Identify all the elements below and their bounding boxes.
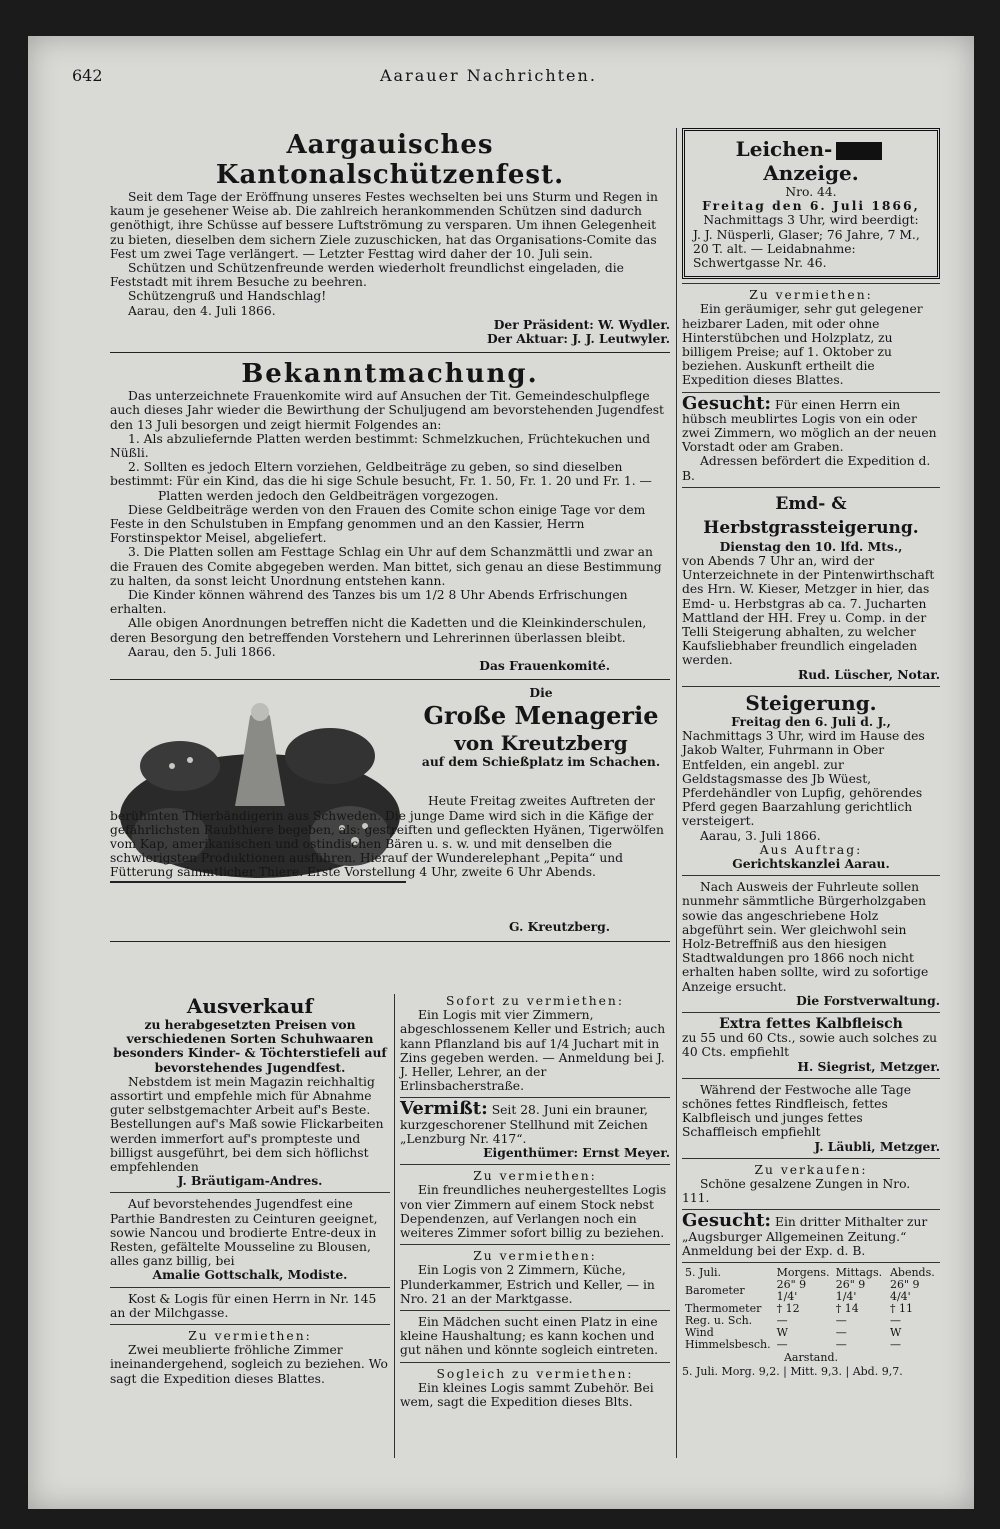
bekanntmachung-item-2: 2. Sollten es jedoch Eltern vorziehen, Geldbeiträge zu geben, so sind dieselben bestimmt: Für ein Kind, das die hi sige Schule besucht, Fr. 1. 50, Fr. 1. 20 und Fr. 1. — — [110, 460, 652, 489]
ausverkauf-signed: J. Bräutigam-Andres. — [177, 1173, 323, 1189]
kalb-signed: H. Siegrist, Metzger. — [797, 1058, 940, 1074]
divider — [682, 1078, 940, 1079]
weather-table — [682, 1267, 940, 1351]
leichen-body: J. J. Nüsperli, Glaser; 76 Jahre, 7 M., 20 T. alt. — Leidabnahme: Schwertgasse Nr. 46. — [693, 227, 920, 271]
kalb-title: Extra fettes Kalbfleisch — [719, 1015, 903, 1032]
schuetzenfest-actuary: Der Aktuar: J. J. Leutwyler. — [487, 331, 670, 347]
zu-vermiethen-mid1-ad — [400, 1169, 670, 1240]
zu-vermiethen-mid1-head: Zu vermiethen: — [473, 1169, 597, 1184]
gesucht-logis-ad — [682, 392, 940, 483]
zungen-ad — [682, 1163, 940, 1206]
leichen-title-a: Leichen- — [735, 137, 833, 161]
ausverkauf-ad — [110, 994, 390, 1188]
ausverkauf-title: Ausverkauf — [186, 994, 314, 1018]
vermisst-ad — [400, 1098, 670, 1161]
menagerie-subtitle: von Kreutzberg — [454, 730, 628, 755]
aarstand-values: 5. Juli. Morg. 9,2. | Mitt. 9,3. | Abd. 9,7. — [682, 1365, 903, 1379]
gottschalk-body: Auf bevorstehendes Jugendfest eine Parthie Bandresten zu Ceinturen geeignet, sowie Nancou und brodierte Entre-deux in Resten, gefältelte Mousseline zu Blousen, alles ganz billig, bei — [110, 1197, 378, 1269]
weather-row — [682, 1339, 940, 1351]
bekanntmachung-item-2b: Platten werden jedoch den Geldbeiträgen vorgezogen. — [158, 488, 499, 503]
zu-vermiethen-left-ad — [110, 1329, 390, 1386]
menagerie-die: Die — [529, 685, 553, 701]
emd-body: von Abends 7 Uhr an, wird der Unterzeichnete in der Pintenwirthschaft des Hrn. W. Kieser, Metzger in hier, das Emd- u. Herbstgras ab ca. 7. Jucharten Mattland der HH. Frey u. Comp. in der Telli Steigerung abhalten, zu welcher Kaufsliebhaber freundlich eingeladen werden. — [682, 554, 935, 668]
steigerung-title: Steigerung. — [745, 690, 877, 715]
emd-date: Dienstag den 10. lfd. Mts., — [719, 538, 903, 554]
steigerung-body: Nachmittags 3 Uhr, wird im Hause des Jakob Walter, Fuhrmann in Ober Entfelden, ein angebl. zur Geldstagsmasse des Jb Wüest, Pferdehändler von Lupfig, gehörendes Pferd gegen Baarzahlung gerichtlich versteigert. — [682, 729, 925, 829]
zungen-head: Zu verkaufen: — [754, 1162, 868, 1177]
divider — [682, 1262, 940, 1263]
zu-vermiethen-mid2-head: Zu vermiethen: — [473, 1249, 597, 1264]
bekanntmachung-item-2c: Diese Geldbeiträge werden von den Frauen des Comite schon einige Tage vor dem Feste in den Schulstuben in Empfang genommen und an den Kassier, Herrn Forstinspektor Meisel, abgeliefert. — [110, 502, 646, 546]
weather-cell: — — [776, 1314, 788, 1327]
leichen-time: Nachmittags 3 Uhr, wird beerdigt: — [703, 213, 919, 228]
sofort-ad — [400, 994, 670, 1093]
vermisst-body: Seit 28. Juni ein brauner, kurzgeschorener Stellhund mit Zeichen „Lenzburg Nr. 417“. — [400, 1103, 648, 1146]
divider — [682, 1012, 940, 1013]
festwoche-signed: J. Läubli, Metzger. — [814, 1138, 940, 1154]
sogleich-ad — [400, 1367, 670, 1410]
weather-header: Mittags. — [835, 1266, 883, 1279]
schuetzenfest-greeting: Schützengruß und Handschlag! — [128, 289, 327, 304]
gottschalk-ad — [110, 1197, 390, 1282]
ausverkauf-subtitle: zu herabgesetzten Preisen von verschiedenen Sorten Schuhwaaren besonders Kinder- & Töchterstiefeli auf bevorstehendes Jugendfest. — [113, 1017, 387, 1075]
festwoche-body: Während der Festwoche alle Tage schönes fettes Rindfleisch, fettes Kalbfleisch und junges fettes Schaffleisch empfiehlt — [682, 1082, 912, 1140]
divider — [110, 352, 670, 353]
menagerie-signed: G. Kreutzberg. — [509, 919, 610, 935]
leichen-nro: Nro. 44. — [785, 185, 837, 199]
weather-cell: † 14 — [835, 1302, 859, 1315]
sofort-head: Sofort zu vermiethen: — [446, 994, 624, 1008]
steigerung-auftrag: Aus Auftrag: — [759, 842, 863, 857]
zu-vermiethen-right-ad — [682, 288, 940, 387]
sogleich-body: Ein kleines Logis sammt Zubehör. Bei wem, sagt die Expedition dieses Blts. — [400, 1380, 654, 1410]
schuetzenfest-president: Der Präsident: W. Wydler. — [493, 316, 670, 332]
column-rule — [676, 128, 677, 1458]
zungen-body: Schöne gesalzene Zungen in Nro. 111. — [682, 1176, 911, 1206]
gesucht-label: Gesucht: — [682, 392, 772, 414]
divider — [110, 1192, 390, 1193]
weather-row — [682, 1315, 940, 1327]
menagerie-body: Heute Freitag zweites Auftreten der berühmten Thierbändigerin aus Schweden. Die junge Dame wird sich in die Käfige der gefährlichsten Raubthiere begeben, als: gestreiften und gefleckten Hyänen, Tigerwölfen vom Kap, amerikanischen und ostindischen Bären u. s. w. und mit denselben die schwierigsten Produktionen ausführen. Hierauf der Wunderelephant „Pepita“ und Fütterung sämmtlicher Thiere. Erste Vorstellung 4 Uhr, zweite 6 Uhr Abends. — [110, 794, 664, 880]
weather-row — [682, 1279, 940, 1303]
schuetzenfest-invite: Schützen und Schützenfreunde werden wiederholt freundlichst eingeladen, die Feststadt mit ihrem Besuche zu beehren. — [110, 261, 624, 290]
weather-cell: † 11 — [889, 1302, 913, 1315]
bekanntmachung-signed: Das Frauenkomité. — [479, 658, 610, 674]
kalbfleisch-ad — [682, 1017, 940, 1074]
ausverkauf-body: Nebstdem ist mein Magazin reichhaltig assortirt und empfehle mich für Abnahme guter selbstgemachter Arbeit auf's Beste. Bestellungen auf's Maß sowie Flickarbeiten werden immerfort auf's prompteste und billigst ausgeführt, bei dem sich höflichst empfehlenden — [110, 1074, 384, 1175]
aarstand-label: Aarstand. — [783, 1351, 838, 1364]
weather-cell: — — [889, 1314, 901, 1327]
menagerie-text — [410, 686, 672, 768]
weather-cell: Thermometer — [685, 1302, 762, 1315]
kalb-body: zu 55 und 60 Cts., sowie auch solches zu 40 Cts. empfiehlt — [682, 1031, 938, 1060]
gottschalk-signed: Amalie Gottschalk, Modiste. — [152, 1267, 348, 1283]
bekanntmachung-note: Alle obigen Anordnungen betreffen nicht die Kadetten und die Kleinkinderschulen, deren Besorgung den betreffenden Vorstehern und Lehrerinnen überlassen bleibt. — [110, 616, 647, 645]
middle-narrow-column — [400, 994, 670, 1409]
sofort-body: Ein Logis mit vier Zimmern, abgeschlossenem Keller und Estrich; auch kann Pflanzland bis auf 1/4 Juchart mit in Zins gegeben werden. — Anmeldung bei J. J. Heller, Lehrer, an der Erlinsbacherstraße. — [400, 1008, 666, 1094]
bekanntmachung-date: Aarau, den 5. Juli 1866. — [128, 644, 276, 659]
zu-vermiethen-right-body: Ein geräumiger, sehr gut gelegener heizbarer Laden, mit oder ohne Hinterstübchen und Holzplatz, zu billigem Preise; auf 1. Oktober zu beziehen. Auskunft ertheilt die Expedition dieses Blattes. — [682, 302, 923, 388]
bekanntmachung-item-1: 1. Als abzuliefernde Platten werden bestimmt: Schmelzkuchen, Früchtekuchen und Nüßli. — [110, 431, 651, 461]
weather-cell: Himmelsbesch. — [685, 1338, 771, 1351]
menagerie-place: auf dem Schießplatz im Schachen. — [421, 753, 661, 769]
schuetzenfest-title: Aargauisches Kantonalschützenfest. — [215, 130, 565, 190]
gesucht-addr: Adressen befördert die Expedition d. B. — [682, 454, 931, 483]
coffin-icon — [836, 142, 882, 160]
weather-cell: — — [835, 1314, 847, 1327]
weather-cell: Barometer — [685, 1284, 745, 1297]
page-number: 642 — [72, 66, 103, 85]
steigerung-date2: Aarau, 3. Juli 1866. — [700, 828, 821, 843]
weather-cell: — — [889, 1338, 901, 1351]
divider — [400, 1244, 670, 1245]
weather-cell: — — [835, 1338, 847, 1351]
schuetzenfest-date: Aarau, den 4. Juli 1866. — [128, 303, 276, 318]
zu-vermiethen-left-head: Zu vermiethen: — [188, 1329, 312, 1344]
divider — [682, 686, 940, 687]
left-wide-column — [110, 130, 670, 948]
column-rule — [394, 994, 395, 1458]
forstverwaltung-ad — [682, 880, 940, 1008]
divider — [682, 1158, 940, 1159]
bekanntmachung-title: Bekanntmachung. — [241, 359, 539, 390]
leichen-date: Freitag den 6. Juli 1866, — [702, 198, 920, 214]
bekanntmachung-dance: Die Kinder können während des Tanzes bis um 1/2 8 Uhr Abends Erfrischungen erhalten. — [110, 588, 628, 617]
weather-header: Abends. — [889, 1266, 935, 1279]
weather-cell: W — [889, 1326, 902, 1339]
divider — [110, 1324, 390, 1325]
gesucht-body: Für einen Herrn ein hübsch meublirtes Logis von ein oder zwei Zimmern, wo möglich an der neuen Vorstadt oder am Graben. — [682, 397, 937, 455]
masthead: Aarauer Nachrichten. — [380, 66, 597, 85]
weather-cell: — — [835, 1326, 847, 1339]
zu-vermiethen-left-body: Zwei meublierte fröhliche Zimmer ineinandergehend, sogleich zu beziehen. Wo sagt die Expedition dieses Blattes. — [110, 1343, 388, 1386]
divider — [110, 679, 670, 680]
bekanntmachung-item-3: 3. Die Platten sollen am Festtage Schlag ein Uhr auf dem Schanzmättli und zwar an die Frauen des Comite abgegeben werden. Man bittet, sich genau an diese Bestimmung zu halten, da sonst leicht Unordnung entstehen kann. — [110, 545, 662, 588]
sogleich-head: Sogleich zu vermiethen: — [436, 1366, 634, 1381]
divider — [682, 875, 940, 876]
gesucht2-body: Ein dritter Mithalter zur „Augsburger Allgemeinen Zeitung.“ Anmeldung bei der Exp. d. B. — [682, 1215, 928, 1258]
gesucht-mithalter-ad — [682, 1210, 940, 1258]
divider — [400, 1362, 670, 1363]
menagerie-ad — [110, 686, 670, 926]
weather-cell: Wind — [685, 1326, 714, 1339]
festwoche-ad — [682, 1083, 940, 1154]
zu-vermiethen-mid2-ad — [400, 1249, 670, 1306]
forst-body: Nach Ausweis der Fuhrleute sollen nunmehr sämmtliche Bürgerholzgaben sowie das angeschriebene Holz abgeführt sein. Wer gleichwohl sein Holz-Betreffniß aus den hiesigen Stadtwaldungen pro 1866 noch nicht erhalten haben sollte, wird zu sofortige Anzeige ersucht. — [682, 880, 929, 994]
weather-cell: W — [776, 1326, 788, 1339]
vermisst-label: Vermißt: — [400, 1098, 488, 1120]
zu-vermiethen-mid1-body: Ein freundliches neuhergestelltes Logis von vier Zimmern auf einem Stock nebst Dependenzen, auf Verlangen noch ein weiteres Zimmer sofort billig zu beziehen. — [400, 1183, 667, 1241]
right-column — [682, 128, 940, 1379]
zu-vermiethen-right-head: Zu vermiethen: — [749, 288, 873, 303]
bekanntmachung-notice — [110, 359, 670, 673]
maedchen-ad: Ein Mädchen sucht einen Platz in eine kleine Haushaltung; es kann kochen und gut nähen und könnte sogleich eintreten. — [400, 1315, 659, 1358]
weather-cell: 26" 9 1/4' — [835, 1278, 866, 1303]
steigerung-signed: Gerichtskanzlei Aarau. — [732, 855, 890, 871]
steigerung-date: Freitag den 6. Juli d. J., — [731, 713, 891, 729]
weather-header: Morgens. — [776, 1266, 830, 1279]
weather-cell: † 12 — [776, 1302, 800, 1315]
weather-cell: — — [776, 1338, 788, 1351]
divider — [400, 1164, 670, 1165]
divider — [682, 487, 940, 488]
gesucht2-label: Gesucht: — [682, 1210, 772, 1232]
schuetzenfest-body: Seit dem Tage der Eröffnung unseres Festes wechselten bei uns Sturm und Regen in kaum je gesehener Weise ab. Die zahlreich herankommenden Schützen sind dadurch genöthigt, ihre Schüsse auf bessere Luftströmung zu versparen. Um ihnen Gelegenheit zu bieten, dieselben dem sichern Ziele zuzuschicken, hat das Organisations-Comite das Fest um zwei Tage verlängert. — Letzter Festtag wird daher der 10. Juli sein. — [110, 190, 658, 261]
kost-logis-ad: Kost & Logis für einen Herrn in Nr. 145 an der Milchgasse. — [110, 1291, 377, 1320]
weather-cell: Reg. u. Sch. — [685, 1314, 753, 1327]
menagerie-title: Große Menagerie — [423, 700, 659, 730]
weather-header: 5. Juli. — [685, 1266, 722, 1279]
leichen-anzeige-box — [682, 128, 940, 279]
bekanntmachung-intro: Das unterzeichnete Frauenkomite wird auf Ansuchen der Tit. Gemeindeschulpflege auch dieses Jahr wieder die Bewirthung der Schuljugend am bevorstehenden Jugendfest den 13 Juli besorgen und zeigt hiermit Folgendes an: — [110, 389, 664, 432]
schuetzenfest-notice — [110, 130, 670, 346]
vermisst-owner: Eigenthümer: Ernst Meyer. — [483, 1145, 670, 1161]
emd-steigerung-ad — [682, 492, 940, 682]
divider — [110, 941, 670, 942]
left-narrow-column — [110, 994, 390, 1386]
emd-title: Emd- & Herbstgrassteigerung. — [703, 493, 919, 538]
weather-cell: 26" 9 1/4' — [776, 1278, 807, 1303]
zu-vermiethen-mid2-body: Ein Logis von 2 Zimmern, Küche, Plunderkammer, Estrich und Keller, — in Nro. 21 an der Marktgasse. — [400, 1263, 655, 1306]
divider — [400, 1310, 670, 1311]
leichen-title-b: Anzeige. — [763, 161, 859, 185]
leichen-title — [693, 137, 929, 185]
forst-signed: Die Forstverwaltung. — [796, 992, 940, 1008]
divider — [682, 283, 940, 284]
pferd-steigerung-ad — [682, 691, 940, 871]
emd-signed: Rud. Lüscher, Notar. — [798, 666, 940, 682]
divider — [110, 1287, 390, 1288]
weather-cell: 26" 9 4/4' — [889, 1278, 920, 1303]
